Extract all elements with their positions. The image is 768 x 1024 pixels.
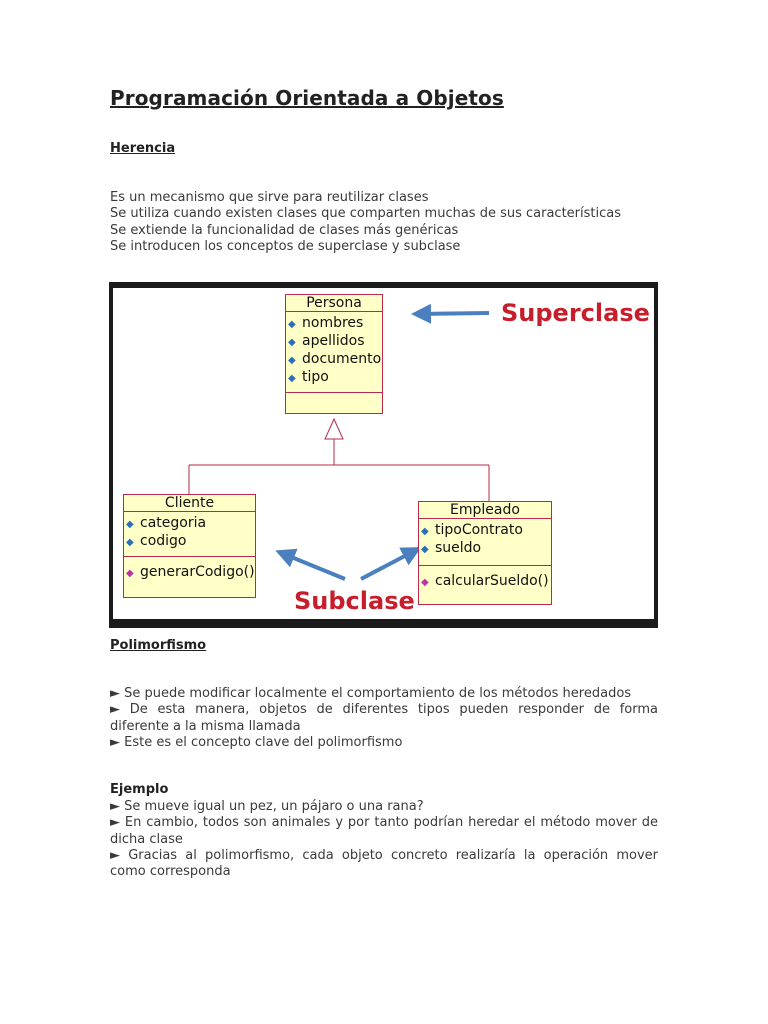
attribute-row: ◆ categoria — [126, 514, 255, 532]
attribute-icon: ◆ — [288, 355, 296, 366]
polimorfismo-item: ► Se puede modificar localmente el comportamiento de los métodos heredados — [110, 686, 632, 701]
section-heading-polimorfismo: Polimorfismo — [110, 638, 207, 653]
ejemplo-item: ► Gracias al polimorfismo, cada objeto concreto realizaría la operación mover — [110, 847, 658, 863]
subclase-label: Subclase — [294, 587, 415, 615]
herencia-line: Se introducen los conceptos de superclase y subclase — [110, 238, 461, 254]
ejemplo-paragraph — [110, 799, 658, 880]
attribute-icon: ◆ — [126, 537, 134, 548]
attribute-row: ◆ documento — [288, 350, 382, 368]
subclase-arrow-empleado — [361, 549, 418, 579]
attribute-icon: ◆ — [421, 526, 429, 537]
ejemplo-item: ► Se mueve igual un pez, un pájaro o una rana? — [110, 799, 424, 814]
ejemplo-item: ► En cambio, todos son animales y por tanto podrían heredar el método mover de — [110, 815, 658, 831]
class-methods-cliente — [124, 557, 255, 581]
method-row: ◆ calcularSueldo() — [421, 572, 551, 590]
ejemplo-item-continuation: dicha clase — [110, 831, 183, 847]
page-title: Programación Orientada a Objetos — [110, 86, 504, 110]
subclase-arrow-cliente — [279, 552, 345, 579]
class-attributes-cliente — [124, 512, 255, 557]
class-attributes-persona — [286, 312, 382, 393]
class-name-empleado: Empleado — [419, 502, 551, 519]
herencia-paragraph — [110, 190, 658, 255]
herencia-line: Es un mecanismo que sirve para reutilizar clases — [110, 190, 429, 205]
attribute-row: ◆ apellidos — [288, 332, 382, 350]
superclase-arrow — [415, 313, 489, 314]
section-heading-ejemplo: Ejemplo — [110, 782, 169, 797]
attribute-row: ◆ codigo — [126, 532, 255, 550]
attribute-row: ◆ tipoContrato — [421, 521, 551, 539]
attribute-icon: ◆ — [126, 519, 134, 530]
ejemplo-item-continuation: como corresponda — [110, 864, 231, 880]
polimorfismo-item-continuation: diferente a la misma llamada — [110, 718, 301, 734]
attribute-icon: ◆ — [288, 373, 296, 384]
method-icon: ◆ — [421, 577, 429, 588]
attribute-icon: ◆ — [421, 544, 429, 555]
herencia-line: Se utiliza cuando existen clases que comparten muchas de sus características — [110, 206, 621, 222]
polimorfismo-item: ► De esta manera, objetos de diferentes tipos pueden responder de forma — [110, 702, 658, 718]
uml-inheritance-figure — [109, 282, 658, 628]
attribute-row: ◆ sueldo — [421, 539, 551, 557]
attribute-row: ◆ tipo — [288, 368, 382, 386]
method-row: ◆ generarCodigo() — [126, 563, 255, 581]
polimorfismo-paragraph — [110, 686, 658, 751]
herencia-line: Se extiende la funcionalidad de clases más genéricas — [110, 222, 459, 238]
superclase-label: Superclase — [501, 299, 650, 327]
class-box-empleado — [418, 501, 552, 605]
class-methods-empleado — [419, 566, 551, 590]
attribute-icon: ◆ — [288, 319, 296, 330]
attribute-row: ◆ nombres — [288, 314, 382, 332]
class-name-persona: Persona — [286, 295, 382, 312]
class-box-persona — [285, 294, 383, 414]
class-box-cliente — [123, 494, 256, 598]
inheritance-triangle-icon — [325, 419, 343, 439]
polimorfismo-item: ► Este es el concepto clave del polimorfismo — [110, 734, 403, 750]
method-icon: ◆ — [126, 568, 134, 579]
uml-diagram-canvas — [113, 288, 654, 619]
class-attributes-empleado — [419, 519, 551, 566]
section-heading-herencia: Herencia — [110, 141, 176, 156]
class-name-cliente: Cliente — [124, 495, 255, 512]
attribute-icon: ◆ — [288, 337, 296, 348]
